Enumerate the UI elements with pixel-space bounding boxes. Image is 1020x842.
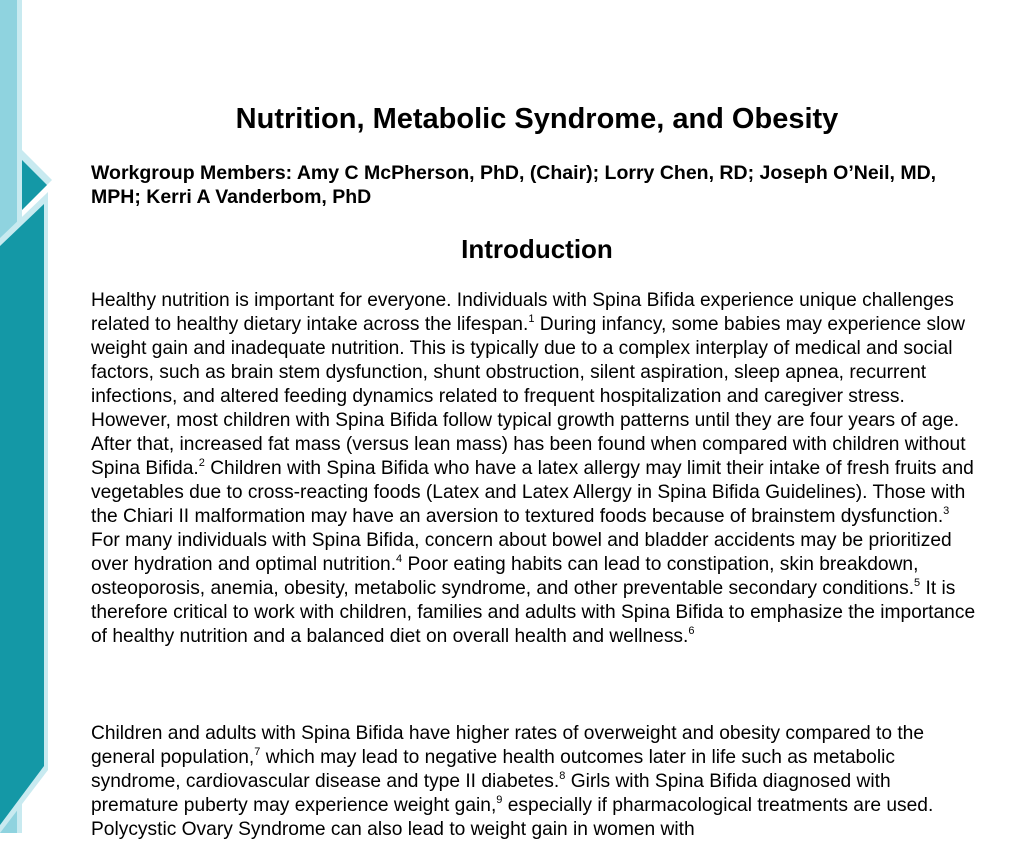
footnote-reference: 9 [496,793,503,806]
document-title: Nutrition, Metabolic Syndrome, and Obesity [235,103,839,135]
paragraph-text: During infancy, some babies may experience slow weight gain and inadequate nutrition. This is typically due to a complex interplay of medical and social factors, such as brain stem dysfunction, shunt obstruction, silent aspiration, sleep apnea, recurrent infections, and altered feeding dynamics related to frequent hospitalization and caregiver stress. However, most children with Spina Bifida follow typical growth patterns until they are four years of age. After that, increased fat mass (versus lean mass) has been found when compared with children without Spina Bifida. [91,314,966,479]
paragraph-text: Girls with Spina Bifida diagnosed with premature puberty may experience weight gain, [91,771,891,816]
paragraph [91,722,983,842]
footnote-reference: 3 [943,504,950,517]
section-heading-introduction: Introduction [461,234,613,264]
paragraph-text: Children with Spina Bifida who have a latex allergy may limit their intake of fresh fruits and vegetables due to cross-reacting foods (Latex and Latex Allergy in Spina Bifida Guidelines). Those with the Chiari II malformation may have an aversion to textured foods because of brainstem dysfunction. [91,458,974,527]
footnote-reference: 2 [198,456,205,469]
footnote-reference: 7 [254,745,261,758]
paragraph-text: Children and adults with Spina Bifida have higher rates of overweight and obesity compared to the general population, [91,723,925,768]
footnote-reference: 8 [559,769,566,782]
paragraph-text: For many individuals with Spina Bifida, concern about bowel and bladder accidents may be prioritized over hydration and optimal nutrition. [91,530,952,575]
footnote-reference: 5 [914,576,921,589]
footnote-reference: 4 [396,552,403,565]
footnote-reference: 1 [528,312,535,325]
paragraph-text: especially if pharmacological treatments are used. Polycystic Ovary Syndrome can also lead to weight gain in women with [91,795,934,840]
workgroup-members: Workgroup Members: Amy C McPherson, PhD, (Chair); Lorry Chen, RD; Joseph O’Neil, MD, MPH; Kerri A Vanderbom, PhD [91,162,937,208]
paragraph-text: which may lead to negative health outcomes later in life such as metabolic syndrome, cardiovascular disease and type II diabetes. [91,747,895,792]
footnote-reference: 6 [688,624,695,637]
paragraph-text: Healthy nutrition is important for everyone. Individuals with Spina Bifida experience unique challenges related to healthy dietary intake across the lifespan. [91,290,954,335]
paragraph-text: It is therefore critical to work with children, families and adults with Spina Bifida to emphasize the importance of healthy nutrition and a balanced diet on overall health and wellness. [91,578,976,647]
paragraph-text: Poor eating habits can lead to constipation, skin breakdown, osteoporosis, anemia, obesity, metabolic syndrome, and other preventable secondary conditions. [91,554,919,599]
side-decoration [0,0,60,833]
paragraph [91,289,983,649]
decor-dark-panel [0,204,44,825]
